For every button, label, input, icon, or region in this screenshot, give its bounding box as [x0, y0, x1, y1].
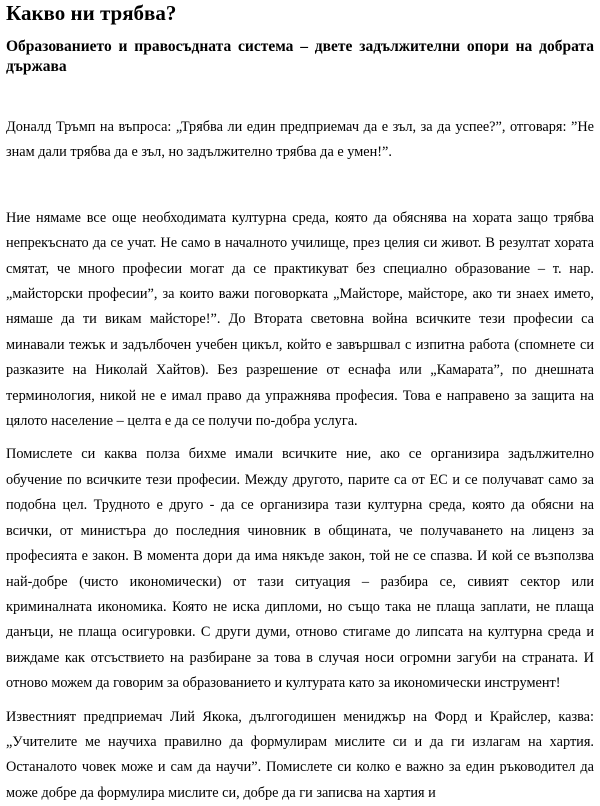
paragraph-trump-quote: Доналд Тръмп на въпроса: „Трябва ли един предприемач да е зъл, за да успее?”, отговаря: ”Не знам дали трябва да е зъл, но задължително трябва да е умен!”.	[6, 119, 594, 161]
document-title: Какво ни трябва?	[6, 1, 177, 25]
document-subtitle: Образованието и правосъдната система – двете задължителни опори на добрата държава	[6, 38, 594, 75]
paragraph-iacocca-quote: Известният предприемач Лий Якока, дългогодишен мениджър на Форд и Крайслер, казва: „Учителите ме научиха правилно да формулирам мислите си и да ги излагам на хартия. Останалото човек може и сам да научи”. Помислете си колко е важно за един ръководител да може добре да формулира мислите си, добре да ги записва на хартия и	[6, 708, 594, 801]
paragraph-mandatory-training: Помислете си каква полза бихме имали всичките ние, ако се организира задължително обучение по всичките тези професии. Между другото, парите са от ЕС и се получават само за подобна цел. Трудното е друго - да се организира тази културна среда, която да обясни на всички, от министъра до последния чиновник в общината, че получаването на лиценз за професията е закон. В момента дори да има някъде закон, той не се спазва. И кой се възползва най-добре (чисто икономически) от тази ситуация – разбира се, сивият сектор или криминалната икономика. Която не иска дипломи, но също така не плаща заплати, не плаща данъци, не плаща осигуровки. С други думи, отново стигаме до липсата на културна среда и виждаме как отсъствието на разбиране за това в случая носи огромни загуби на страната. И отново можем да говорим за образованието и културата като за икономически инструмент!	[6, 446, 594, 692]
paragraph-cultural-environment: Ние нямаме все още необходимата културна среда, която да обяснява на хората защо трябва непрекъснато да се учат. Не само в началното училище, през целия си живот. В резултат хората смятат, че много професии могат да се практикуват без специално образование – т. нар. „майсторски професии”, за които важи поговорката „Майсторе, майсторе, ако ти знаех името, нямаше да ти викам майсторе!”. До Втората световна война всичките тези професии са минавали тежък и задълбочен учебен цикъл, който е завършвал с изпитна работа (спомнете си разказите на Николай Хайтов). Без разрешение от еснафа или „Камарата”, по днешната терминология, никой не е имал право да упражнява професия. Това е направено за защита на цялото население – целта е да се получи по-добра услуга.	[6, 209, 594, 430]
document-page	[6, 0, 594, 806]
